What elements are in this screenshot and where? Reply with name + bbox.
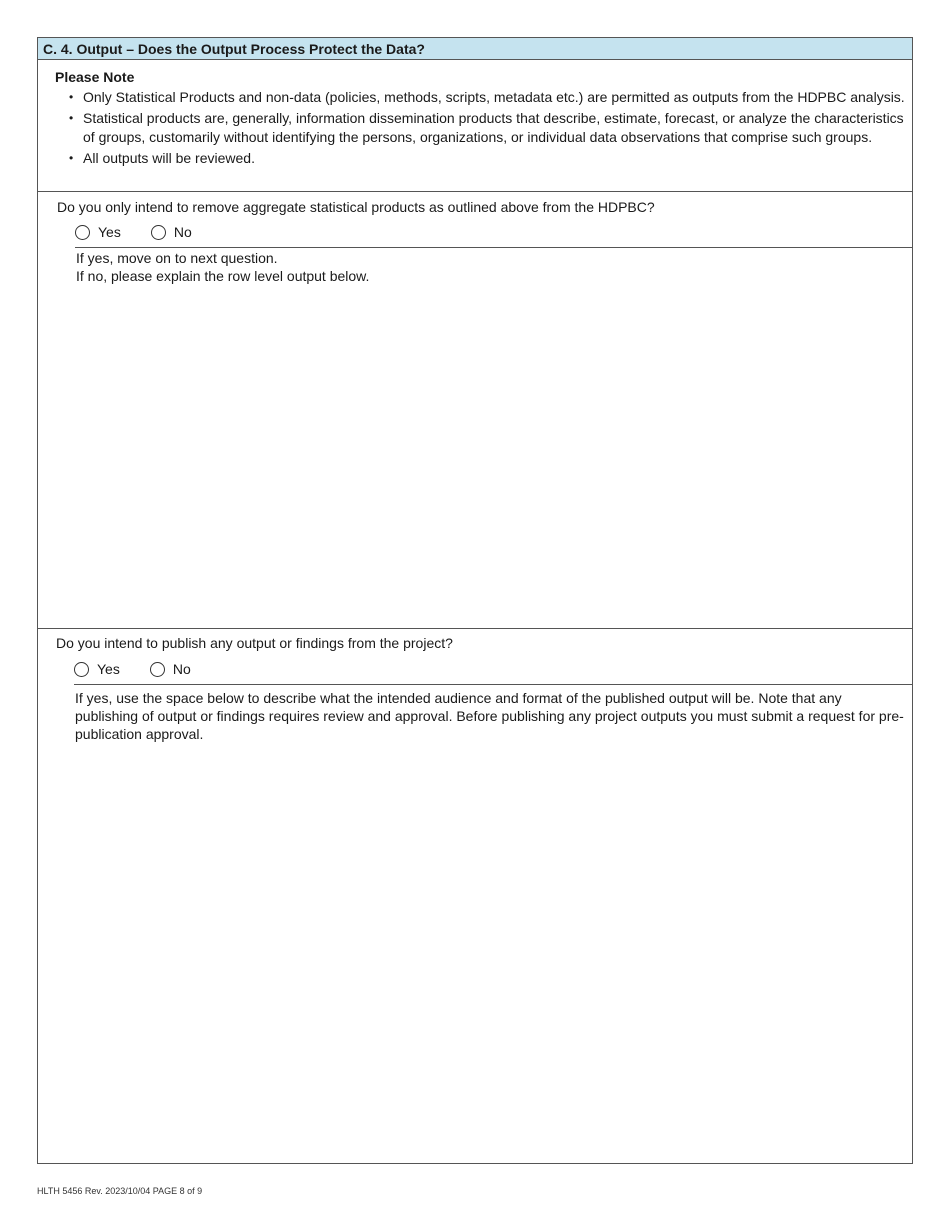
q1-instruction-line2: If no, please explain the row level output below. xyxy=(76,268,370,284)
q2-instruction: If yes, use the space below to describe what the intended audience and format of the published output will be. Note that any publishing of output or findings requires review and approval. Before publishing any project outputs you must submit a request for pre-publication approval. xyxy=(75,690,904,742)
note-list xyxy=(55,88,905,168)
divider xyxy=(75,247,912,248)
bullet-icon: • xyxy=(69,111,74,125)
q2-question: Do you intend to publish any output or findings from the project? xyxy=(56,635,453,651)
q1-radio-group xyxy=(75,223,222,241)
section-title: C. 4. Output – Does the Output Process Protect the Data? xyxy=(38,38,912,60)
q2-radio-group xyxy=(74,660,221,678)
q2-response-textarea[interactable] xyxy=(75,750,909,1159)
please-note-title: Please Note xyxy=(55,69,135,85)
radio-circle-icon[interactable] xyxy=(74,662,89,677)
page-footer: HLTH 5456 Rev. 2023/10/04 PAGE 8 of 9 xyxy=(37,1186,203,1196)
note-item: • All outputs will be reviewed. xyxy=(69,150,255,166)
form-section-frame xyxy=(37,37,913,1164)
note-item: • Only Statistical Products and non-data (policies, methods, scripts, metadata etc.) are permitted as outputs from the HDPBC analysis. xyxy=(69,89,905,105)
bullet-icon: • xyxy=(69,90,74,104)
please-note-block xyxy=(55,68,905,168)
note-item: • Statistical products are, generally, information dissemination products that describe, estimate, forecast, or analyze the characteristics of groups, customarily without identifying the persons, organizations, or individual data observations that comprise such groups. xyxy=(69,110,904,145)
radio-circle-icon[interactable] xyxy=(75,225,90,240)
q1-instruction-line1: If yes, move on to next question. xyxy=(76,250,278,266)
q2-yes-radio[interactable]: Yes xyxy=(74,660,120,678)
q1-question: Do you only intend to remove aggregate statistical products as outlined above from the HDPBC? xyxy=(57,199,655,215)
divider xyxy=(74,684,912,685)
divider xyxy=(38,628,912,629)
q1-no-radio[interactable]: No xyxy=(151,223,192,241)
q2-no-radio[interactable]: No xyxy=(150,660,191,678)
radio-circle-icon[interactable] xyxy=(151,225,166,240)
radio-circle-icon[interactable] xyxy=(150,662,165,677)
q1-response-textarea[interactable] xyxy=(76,288,910,627)
q1-yes-radio[interactable]: Yes xyxy=(75,223,121,241)
bullet-icon: • xyxy=(69,151,74,165)
divider xyxy=(38,191,912,192)
